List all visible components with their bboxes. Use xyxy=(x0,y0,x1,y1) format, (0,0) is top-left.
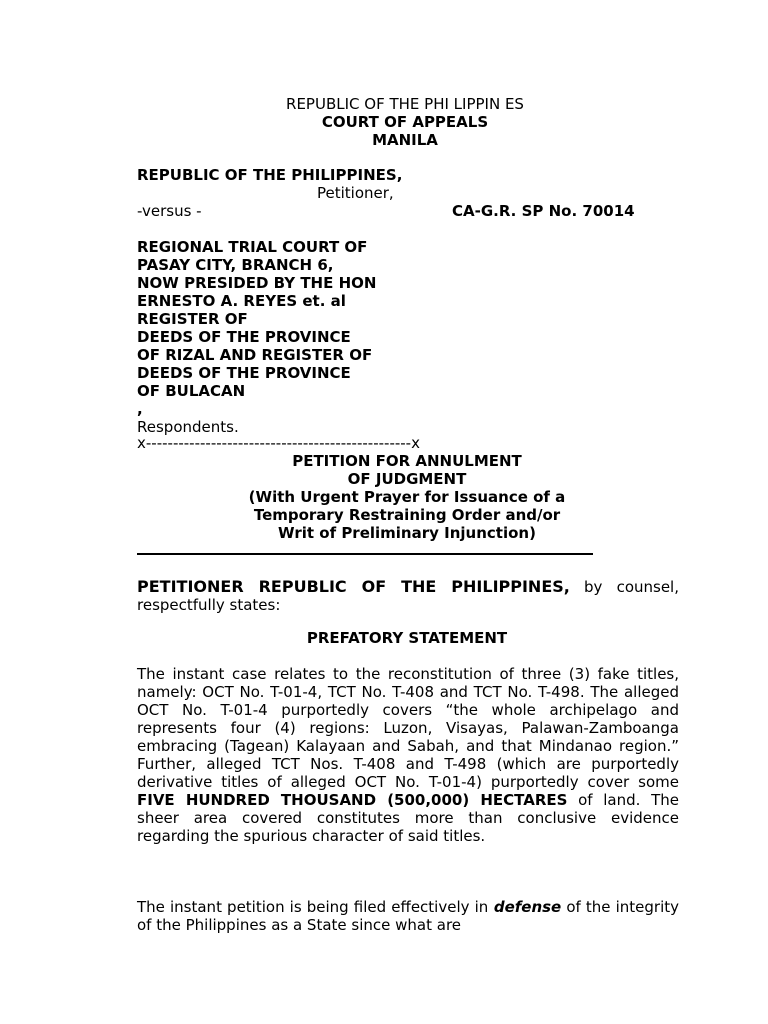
title-rule xyxy=(137,553,593,555)
republic-header: REPUBLIC OF THE PHI LIPPIN ES xyxy=(286,95,524,113)
intro-rest: by counsel, respectfully states: xyxy=(137,578,679,614)
petition-title: PETITION FOR ANNULMENT xyxy=(292,452,522,470)
paragraph-text: The instant case relates to the reconstitution of three (3) fake titles, namely: OCT No. T-01-4, TCT No. T-408 and TCT No. T-498. The alleged OCT No. T-01-4 purportedly covers “the whole archipelago and represents four (4) regions: Luzon, Visayas, Palawan-Zamboanga embracing (Tagean) Kalayaan and Sabah, and that Mindanao region.” Further, alleged TCT Nos. T-408 and T-498 (which are purportedly derivative titles of alleged OCT No. T-01-4) purportedly cover some xyxy=(137,665,679,791)
respondent-line: DEEDS OF THE PROVINCE xyxy=(137,364,351,382)
respondent-line: OF RIZAL AND REGISTER OF xyxy=(137,346,373,364)
versus-label: -versus - xyxy=(137,202,202,220)
respondent-line: PASAY CITY, BRANCH 6, xyxy=(137,256,334,274)
case-number: CA-G.R. SP No. 70014 xyxy=(452,202,635,220)
paragraph-text: of land. The sheer area covered constitutes more than conclusive evidence regarding the spurious character of said titles. xyxy=(137,791,679,845)
petition-subtitle: (With Urgent Prayer for Issuance of a xyxy=(248,488,566,506)
paragraph xyxy=(137,898,679,934)
petitioner-role: Petitioner, xyxy=(317,184,394,202)
petition-subtitle: Writ of Preliminary Injunction) xyxy=(278,524,536,542)
intro-paragraph xyxy=(137,578,679,614)
respondent-line: REGIONAL TRIAL COURT OF xyxy=(137,238,368,256)
respondent-line: ERNESTO A. REYES et. al xyxy=(137,292,346,310)
paragraph-text: of the integrity of the Philippines as a State since what are xyxy=(137,898,680,934)
respondent-line: , xyxy=(137,400,143,418)
section-heading: PREFATORY STATEMENT xyxy=(306,629,508,647)
paragraph-emphasis: defense xyxy=(488,898,562,916)
respondent-line: NOW PRESIDED BY THE HON xyxy=(137,274,377,292)
paragraph xyxy=(137,665,679,845)
petition-title: OF JUDGMENT xyxy=(347,470,467,488)
petitioner-name: REPUBLIC OF THE PHILIPPINES, xyxy=(137,166,403,184)
respondent-line: REGISTER OF xyxy=(137,310,248,328)
respondent-line: DEEDS OF THE PROVINCE xyxy=(137,328,351,346)
caption-separator: x-------------------------------------------------x xyxy=(137,434,420,452)
paragraph-emphasis: FIVE HUNDRED THOUSAND (500,000) HECTARES xyxy=(137,791,568,809)
respondents-role: Respondents. xyxy=(137,418,239,436)
court-city: MANILA xyxy=(372,131,438,149)
petition-subtitle: Temporary Restraining Order and/or xyxy=(253,506,561,524)
intro-bold: PETITIONER REPUBLIC OF THE PHILIPPINES, xyxy=(137,577,570,596)
paragraph-text: The instant petition is being filed effectively in xyxy=(137,898,489,916)
respondent-line: OF BULACAN xyxy=(137,382,246,400)
court-name: COURT OF APPEALS xyxy=(321,113,489,131)
